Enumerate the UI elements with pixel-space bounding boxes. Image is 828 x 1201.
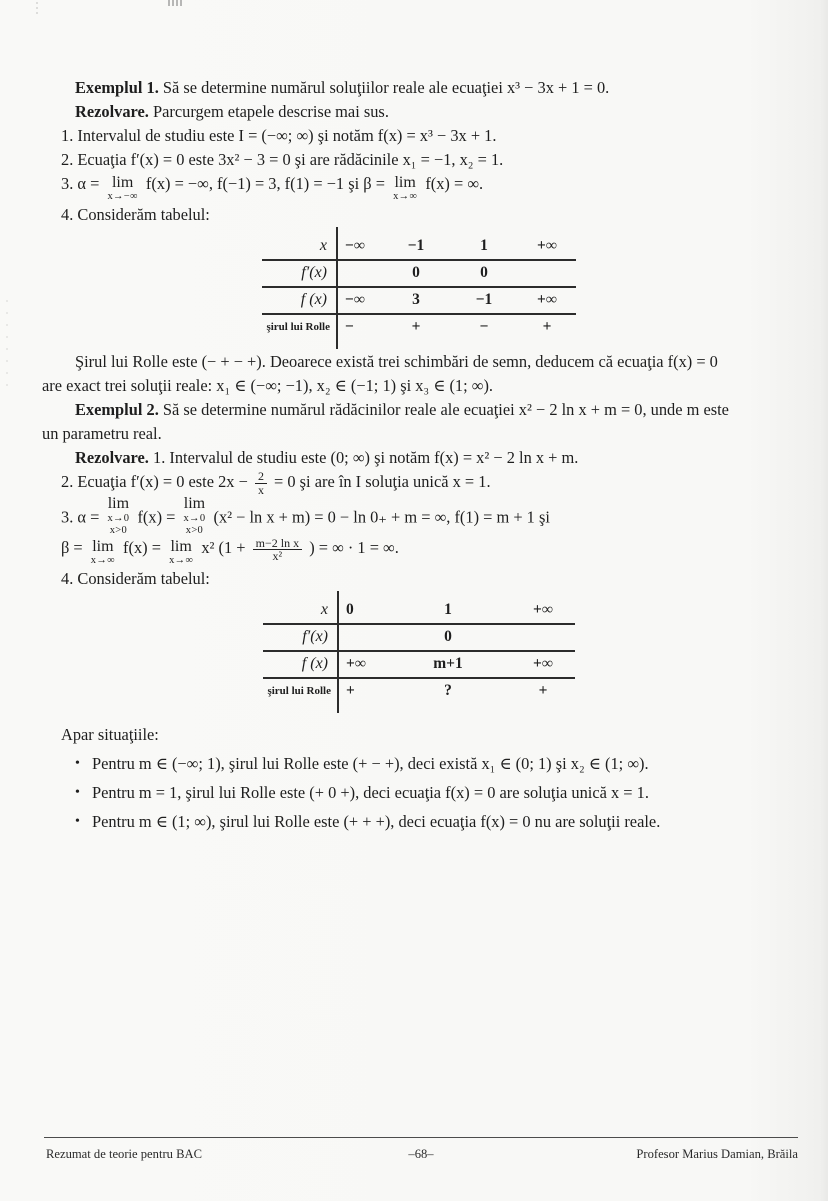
cell: m+1 [385,652,511,679]
bullet-icon: • [75,755,80,771]
lim-subscript: x→−∞ [107,191,138,202]
situation-item [75,752,796,776]
example2-statement: Să se determine numărul rădăcinilor reale ale ecuaţiei x² − 2 ln x + m = 0, unde m este [162,399,729,419]
cell: − [345,318,354,335]
fraction-denominator: x [257,482,264,497]
cell: +∞ [518,234,576,261]
lim-subscript: x→∞ [169,555,194,567]
limit-expression [107,175,137,203]
lim-subscript: x→∞ [393,191,418,202]
limit-expression [393,175,417,203]
cell: 0 [382,261,450,288]
example1-statement: Să se determine numărul soluţiilor reale ale ecuaţiei x³ − 3x + 1 = 0. [162,78,610,97]
math-text: (x² − ln x + m) = 0 − ln 0₊ + m = ∞, f(1) = m + 1 şi [213,507,550,527]
cell: −1 [382,234,450,261]
page-number: –68– [408,1147,434,1161]
fraction-numerator: 2 [255,470,267,484]
cell [511,625,575,652]
cell [337,625,385,652]
example2-heading [42,398,796,422]
table-vertical-rule [336,227,338,349]
row-label-fprime: f′(x) [263,625,337,652]
limit-expression [183,496,205,536]
scan-artifact [36,2,38,16]
math-text: 3. α = [61,174,100,193]
row-label-fprime: f′(x) [262,261,336,288]
lim-subscript: x>0 [185,524,204,536]
rolle-table-example1 [262,234,576,340]
row-label-x: x [262,234,336,261]
cell: 0 [385,625,511,652]
math-text: ) = ∞ · 1 = ∞. [309,538,399,558]
example1-conclusion-line1: Şirul lui Rolle este (− + − +). Deoarece există trei schimbări de semn, deducem că ecuaţia f(x) = 0 [75,351,718,371]
cell: +∞ [511,598,575,625]
lim-subscript: x>0 [109,524,128,536]
situation-text: Pentru m = 1, şirul lui Rolle este (+ 0 +), deci ecuaţia f(x) = 0 are soluţia unică x = 1. [92,782,649,802]
example2-step3 [61,496,796,536]
cell: +∞ [518,288,576,315]
table-vertical-rule [337,591,339,713]
limit-expression [169,539,193,567]
example1-conclusion-line2: are exact trei soluţii reale: x₁ ∈ (−∞; −1), x₂ ∈ (−1; 1) şi x₃ ∈ (1; ∞). [42,375,494,395]
example2-step2 [61,470,796,497]
example1-rezolvare [42,100,796,124]
cell: + [542,318,552,335]
math-text: f(x) = ∞. [425,174,484,193]
lim-word: lim [183,495,206,513]
cell: 1 [450,234,518,261]
rezolvare-text: 1. Intervalul de studiu este (0; ∞) şi notăm f(x) = x² − 2 ln x + m. [153,447,579,467]
example1-step2: 2. Ecuaţia f′(x) = 0 este 3x² − 3 = 0 şi are rădăcinile x₁ = −1, x₂ = 1. [61,150,504,169]
situations-intro: Apar situaţiile: [61,724,159,744]
row-label-f: f (x) [262,288,336,315]
rezolvare-label: Rezolvare. [75,102,149,121]
cell: + [538,682,548,700]
lim-subscript: x→∞ [90,555,115,567]
lim-word: lim [394,173,416,191]
lim-word: lim [107,495,130,513]
footer-right: Profesor Marius Damian, Brăila [636,1147,798,1161]
situation-item [75,810,796,834]
cell [518,261,576,288]
page-content [42,76,796,834]
cell: ? [444,682,452,700]
fraction-numerator: m−2 ln x [253,537,302,551]
row-label-rolle: şirul lui Rolle [266,321,330,333]
example1-step1: 1. Intervalul de studiu este I = (−∞; ∞) şi notăm f(x) = x³ − 3x + 1. [61,126,497,145]
cell: 3 [382,288,450,315]
situation-text: Pentru m ∈ (1; ∞), şirul lui Rolle este (+ + +), deci ecuaţia f(x) = 0 nu are soluţii reale. [92,811,661,831]
math-text: x² (1 + [201,538,246,558]
math-text: = 0 şi are în I soluţia unică x = 1. [274,471,491,491]
math-text: 2. Ecuaţia f′(x) = 0 este 2x − [61,471,248,491]
rezolvare-label: Rezolvare. [75,447,149,467]
situation-text: Pentru m ∈ (−∞; 1), şirul lui Rolle este (+ − +), deci există x₁ ∈ (0; 1) şi x₂ ∈ (1; ∞). [92,753,649,773]
cell: +∞ [511,652,575,679]
cell [336,261,382,288]
example2-title: Exemplul 2. [75,399,159,419]
example1-step4: 4. Considerăm tabelul: [61,204,210,224]
math-text: f(x) = −∞, f(−1) = 3, f(1) = −1 şi β = [145,174,385,193]
cell: 0 [450,261,518,288]
bullet-icon: • [75,784,80,800]
lim-word: lim [170,537,192,555]
math-text: f(x) = [137,507,176,527]
cell: + [411,318,421,335]
cell: +∞ [337,652,385,679]
lim-word: lim [111,173,134,191]
math-text: 3. α = [61,507,100,527]
footer-left: Rezumat de teorie pentru BAC [46,1147,202,1161]
example1-heading [42,76,796,100]
bullet-icon: • [75,813,80,829]
page-footer [44,1137,798,1161]
cell: −∞ [336,234,382,261]
cell: 1 [385,598,511,625]
cell: 0 [337,598,385,625]
example2-rezolvare [42,446,796,470]
math-text: f(x) = [123,538,161,558]
row-label-rolle: şirul lui Rolle [267,685,331,698]
lim-subscript: x→0 [107,512,130,524]
cell: − [479,318,489,335]
lim-subscript: x→0 [183,512,206,524]
lim-word: lim [92,537,114,555]
rolle-table-example2 [263,598,575,704]
fraction-denominator: x² [272,549,283,564]
math-text: β = [61,538,83,558]
limit-expression [107,496,129,536]
cell: + [346,682,355,700]
rezolvare-text: Parcurgem etapele descrise mai sus. [153,102,389,121]
example2-step4: 4. Considerăm tabelul: [61,568,210,588]
scan-artifact [168,0,184,6]
example2-step3b [61,536,796,567]
example2-statement-line2: un parametru real. [42,423,162,443]
fraction [255,470,267,496]
scan-artifact [6,300,8,390]
cell: −1 [450,288,518,315]
row-label-x: x [263,598,337,625]
fraction [253,537,302,563]
example1-step3 [61,172,796,203]
cell: −∞ [336,288,382,315]
row-label-f: f (x) [263,652,337,679]
example1-title: Exemplul 1. [75,78,159,97]
limit-expression [91,539,115,567]
situation-item [75,781,796,805]
